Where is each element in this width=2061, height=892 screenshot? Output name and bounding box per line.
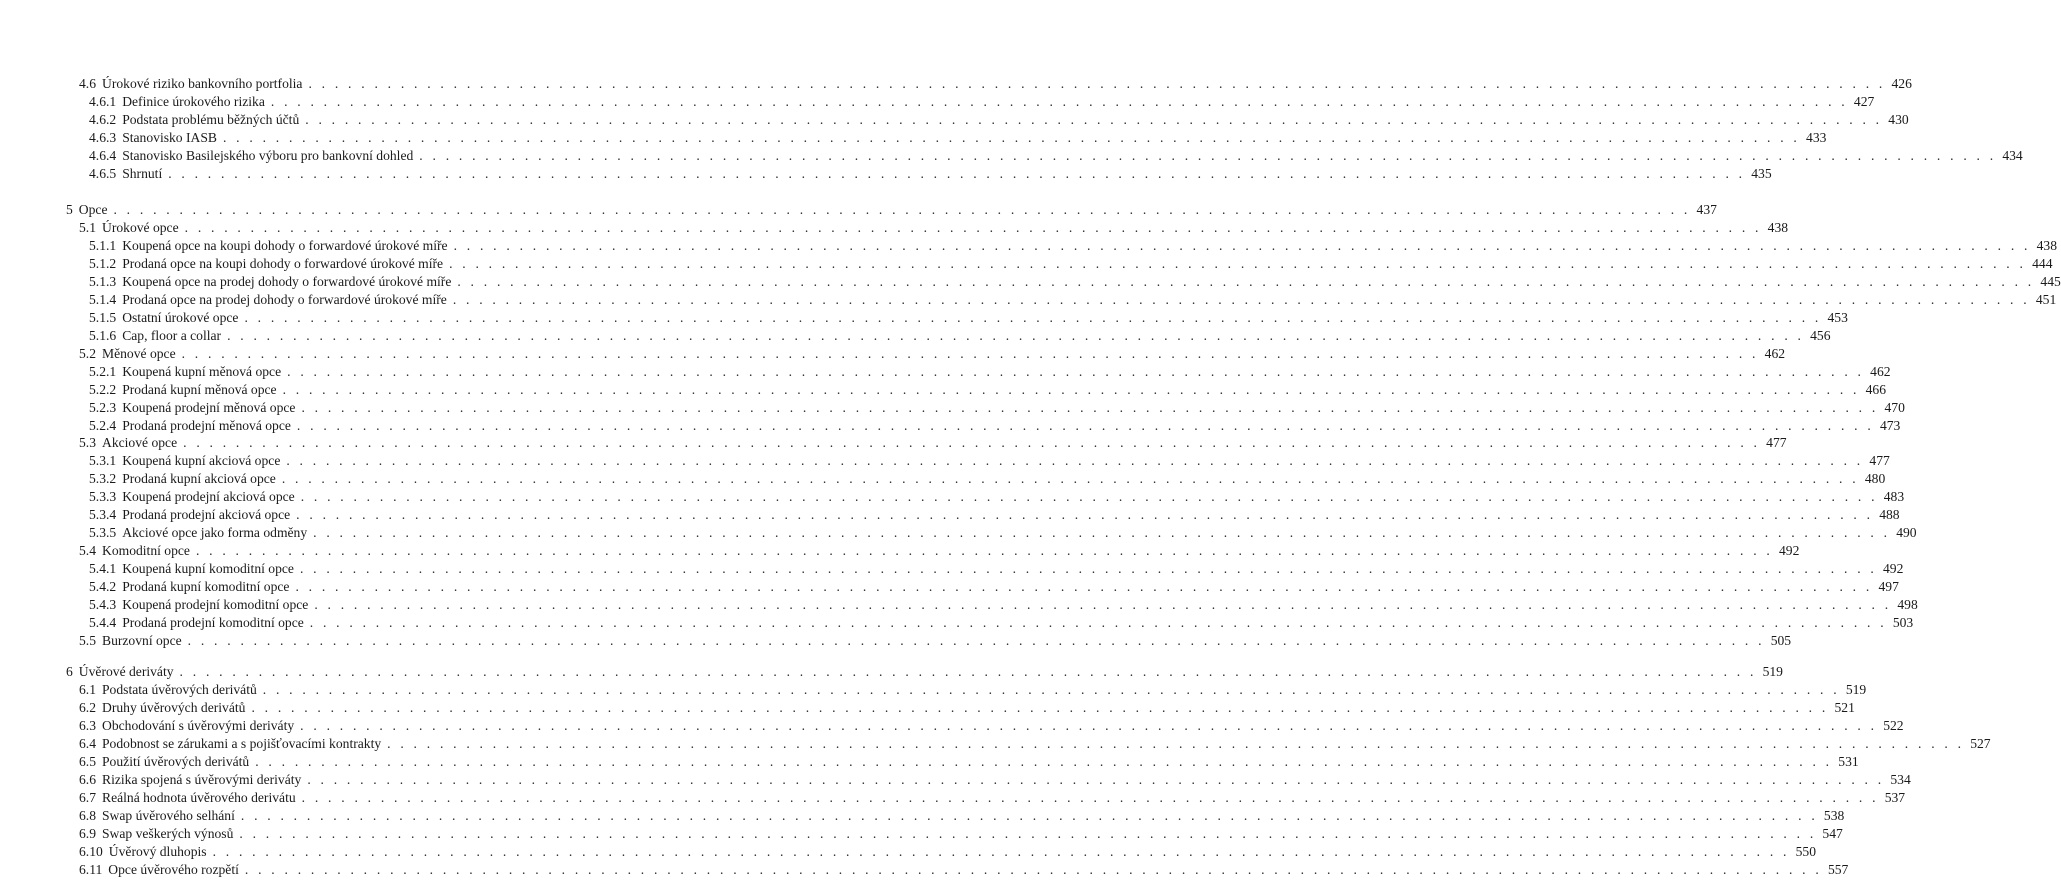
toc-entry-page: 547 xyxy=(1822,826,1843,841)
toc-dot-leader: . . . . . . . . . . . . . . . . . . . . . . . . . . . . . . . . . . . . . . . . . . . . . . . . . . . . . . . . . . . . . . . . . . . . . . . . . . . . . . . . . . . . . . . . . . . . . . . . . . . . . . . . . . . . . . . . . . . . . . . . xyxy=(168,166,1746,181)
toc-entry-number: 4.6.2 xyxy=(89,112,117,127)
toc-entry-title: Stanovisko Basilejského výboru pro bankovní dohled xyxy=(122,148,414,163)
toc-entry-number: 5.3.1 xyxy=(89,453,117,468)
toc-entry-title: Koupená kupní komoditní opce xyxy=(122,561,294,576)
toc-dot-leader: . . . . . . . . . . . . . . . . . . . . . . . . . . . . . . . . . . . . . . . . . . . . . . . . . . . . . . . . . . . . . . . . . . . . . . . . . . . . . . . . . . . . . . . . . . . . . . . . . . . . . . . . . . . . . . . . . . . . . . . . xyxy=(300,718,1878,733)
toc-entry-page: 527 xyxy=(1970,736,1991,751)
toc-entry-page: 488 xyxy=(1879,507,1900,522)
toc-entry xyxy=(89,560,1904,578)
toc-dot-leader: . . . . . . . . . . . . . . . . . . . . . . . . . . . . . . . . . . . . . . . . . . . . . . . . . . . . . . . . . . . . . . . . . . . . . . . . . . . . . . . . . . . . . . . . . . . . . . . . . . . . . . . . . . . . . . . . . . . . . . . . xyxy=(299,561,1877,576)
toc-entry-number: 6.9 xyxy=(79,826,96,841)
toc-entry xyxy=(79,771,1911,789)
toc-entry-number: 6.10 xyxy=(79,844,103,859)
toc-entry xyxy=(79,345,1786,363)
toc-entry-title: Opce xyxy=(78,202,108,217)
toc-entry-number: 5.3.2 xyxy=(89,471,117,486)
toc-entry-page: 435 xyxy=(1751,166,1772,181)
toc-entry-title: Prodaná kupní komoditní opce xyxy=(122,579,290,594)
toc-entry-title: Ostatní úrokové opce xyxy=(122,310,239,325)
toc-entry-title: Prodaná prodejní komoditní opce xyxy=(122,615,304,630)
toc-entry-page: 444 xyxy=(2032,256,2053,271)
toc-entry-title: Úrokové riziko bankovního portfolia xyxy=(102,76,303,91)
toc-dot-leader: . . . . . . . . . . . . . . . . . . . . . . . . . . . . . . . . . . . . . . . . . . . . . . . . . . . . . . . . . . . . . . . . . . . . . . . . . . . . . . . . . . . . . . . . . . . . . . . . . . . . . . . . . . . . . . . . . . . . . . . . xyxy=(296,418,1874,433)
toc-entry xyxy=(89,255,2053,273)
toc-entry-title: Koupená kupní akciová opce xyxy=(122,453,281,468)
toc-entry-title: Koupená kupní měnová opce xyxy=(122,364,282,379)
toc-entry-number: 4.6.3 xyxy=(89,130,117,145)
toc-entry-page: 492 xyxy=(1883,561,1904,576)
toc-entry-title: Použití úvěrových derivátů xyxy=(102,754,250,769)
toc-entry xyxy=(79,434,1787,452)
toc-entry-page: 426 xyxy=(1891,76,1912,91)
toc-entry-title: Koupená prodejní měnová opce xyxy=(122,400,296,415)
toc-entry-number: 5.3 xyxy=(79,435,96,450)
toc-entry-number: 6.3 xyxy=(79,718,96,733)
toc-entry-number: 5.3.5 xyxy=(89,525,117,540)
toc-entry-page: 438 xyxy=(1767,220,1789,235)
toc-entry-page: 433 xyxy=(1806,130,1827,145)
toc-dot-leader: . . . . . . . . . . . . . . . . . . . . . . . . . . . . . . . . . . . . . . . . . . . . . . . . . . . . . . . . . . . . . . . . . . . . . . . . . . . . . . . . . . . . . . . . . . . . . . . . . . . . . . . . . . . . . . . . . . . . . . . . xyxy=(309,615,1887,630)
toc-dot-leader: . . . . . . . . . . . . . . . . . . . . . . . . . . . . . . . . . . . . . . . . . . . . . . . . . . . . . . . . . . . . . . . . . . . . . . . . . . . . . . . . . . . . . . . . . . . . . . . . . . . . . . . . . . . . . . . . . . . . . . . . xyxy=(240,808,1818,823)
toc-entry-page: 462 xyxy=(1764,346,1786,361)
toc-dot-leader: . . . . . . . . . . . . . . . . . . . . . . . . . . . . . . . . . . . . . . . . . . . . . . . . . . . . . . . . . . . . . . . . . . . . . . . . . . . . . . . . . . . . . . . . . . . . . . . . . . . . . . . . . . . . . . . . . . . . . . . . xyxy=(387,736,1965,751)
toc-entry-title: Podobnost se zárukami a s pojišťovacími kontrakty xyxy=(102,736,382,751)
toc-entry-page: 477 xyxy=(1869,453,1890,468)
toc-entry xyxy=(89,399,1905,417)
toc-entry xyxy=(89,506,1900,524)
toc-entry-page: 483 xyxy=(1883,489,1905,504)
toc-entry xyxy=(89,93,1875,111)
toc-entry xyxy=(89,381,1887,399)
toc-entry-number: 5.4.4 xyxy=(89,615,117,630)
toc-entry xyxy=(89,165,1772,183)
toc-entry-title: Podstata problému běžných účtů xyxy=(122,112,300,127)
toc-dot-leader: . . . . . . . . . . . . . . . . . . . . . . . . . . . . . . . . . . . . . . . . . . . . . . . . . . . . . . . . . . . . . . . . . . . . . . . . . . . . . . . . . . . . . . . . . . . . . . . . . . . . . . . . . . . . . . . . . . . . . . . . xyxy=(183,435,1761,450)
toc-entry-number: 6 xyxy=(66,664,73,679)
toc-entry-title: Úvěrový dluhopis xyxy=(108,844,207,859)
toc-dot-leader: . . . . . . . . . . . . . . . . . . . . . . . . . . . . . . . . . . . . . . . . . . . . . . . . . . . . . . . . . . . . . . . . . . . . . . . . . . . . . . . . . . . . . . . . . . . . . . . . . . . . . . . . . . . . . . . . . . . . . . . . xyxy=(251,700,1829,715)
toc-entry-page: 521 xyxy=(1834,700,1855,715)
toc-dot-leader: . . . . . . . . . . . . . . . . . . . . . . . . . . . . . . . . . . . . . . . . . . . . . . . . . . . . . . . . . . . . . . . . . . . . . . . . . . . . . . . . . . . . . . . . . . . . . . . . . . . . . . . . . . . . . . . . . . . . . . . . xyxy=(244,310,1822,325)
toc-entry xyxy=(89,470,1886,488)
toc-dot-leader: . . . . . . . . . . . . . . . . . . . . . . . . . . . . . . . . . . . . . . . . . . . . . . . . . . . . . . . . . . . . . . . . . . . . . . . . . . . . . . . . . . . . . . . . . . . . . . . . . . . . . . . . . . . . . . . . . . . . . . . . xyxy=(184,220,1762,235)
toc-entry-number: 5.4 xyxy=(79,543,96,558)
toc-entry-page: 503 xyxy=(1892,615,1914,630)
toc-entry-title: Swap veškerých výnosů xyxy=(102,826,234,841)
toc-dot-leader: . . . . . . . . . . . . . . . . . . . . . . . . . . . . . . . . . . . . . . . . . . . . . . . . . . . . . . . . . . . . . . . . . . . . . . . . . . . . . . . . . . . . . . . . . . . . . . . . . . . . . . . . . . . . . . . . . . . . . . . . xyxy=(419,148,1997,163)
toc-dot-leader: . . . . . . . . . . . . . . . . . . . . . . . . . . . . . . . . . . . . . . . . . . . . . . . . . . . . . . . . . . . . . . . . . . . . . . . . . . . . . . . . . . . . . . . . . . . . . . . . . . . . . . . . . . . . . . . . . . . . . . . . xyxy=(212,844,1790,859)
toc-entry-page: 498 xyxy=(1897,597,1918,612)
toc-entry-page: 505 xyxy=(1770,633,1792,648)
toc-dot-leader: . . . . . . . . . . . . . . . . . . . . . . . . . . . . . . . . . . . . . . . . . . . . . . . . . . . . . . . . . . . . . . . . . . . . . . . . . . . . . . . . . . . . . . . . . . . . . . . . . . . . . . . . . . . . . . . . . . . . . . . . xyxy=(301,790,1879,805)
toc-entry xyxy=(89,129,1827,147)
toc-entry-page: 466 xyxy=(1865,382,1887,397)
toc-entry xyxy=(89,237,2058,255)
toc-entry-page: 470 xyxy=(1884,400,1905,415)
toc-dot-leader: . . . . . . . . . . . . . . . . . . . . . . . . . . . . . . . . . . . . . . . . . . . . . . . . . . . . . . . . . . . . . . . . . . . . . . . . . . . . . . . . . . . . . . . . . . . . . . . . . . . . . . . . . . . . . . . . . . . . . . . . xyxy=(179,664,1757,679)
toc-entry-title: Prodaná prodejní akciová opce xyxy=(122,507,291,522)
toc-entry-title: Swap úvěrového selhání xyxy=(102,808,235,823)
toc-dot-leader: . . . . . . . . . . . . . . . . . . . . . . . . . . . . . . . . . . . . . . . . . . . . . . . . . . . . . . . . . . . . . . . . . . . . . . . . . . . . . . . . . . . . . . . . . . . . . . . . . . . . . . . . . . . . . . . . . . . . . . . . xyxy=(295,579,1873,594)
toc-entry-title: Shrnutí xyxy=(122,166,163,181)
toc-entry xyxy=(89,596,1918,614)
toc-entry xyxy=(66,663,1783,681)
toc-entry xyxy=(89,147,2023,165)
toc-dot-leader: . . . . . . . . . . . . . . . . . . . . . . . . . . . . . . . . . . . . . . . . . . . . . . . . . . . . . . . . . . . . . . . . . . . . . . . . . . . . . . . . . . . . . . . . . . . . . . . . . . . . . . . . . . . . . . . . . . . . . . . . xyxy=(239,826,1817,841)
toc-entry-number: 5.2.1 xyxy=(89,364,117,379)
toc-entry xyxy=(79,825,1843,843)
toc-entry-number: 4.6.1 xyxy=(89,94,117,109)
toc-entry-title: Koupená prodejní akciová opce xyxy=(122,489,295,504)
toc-dot-leader: . . . . . . . . . . . . . . . . . . . . . . . . . . . . . . . . . . . . . . . . . . . . . . . . . . . . . . . . . . . . . . . . . . . . . . . . . . . . . . . . . . . . . . . . . . . . . . . . . . . . . . . . . . . . . . . . . . . . . . . . xyxy=(244,862,1822,877)
toc-dot-leader: . . . . . . . . . . . . . . . . . . . . . . . . . . . . . . . . . . . . . . . . . . . . . . . . . . . . . . . . . . . . . . . . . . . . . . . . . . . . . . . . . . . . . . . . . . . . . . . . . . . . . . . . . . . . . . . . . . . . . . . . xyxy=(287,364,1865,379)
toc-dot-leader: . . . . . . . . . . . . . . . . . . . . . . . . . . . . . . . . . . . . . . . . . . . . . . . . . . . . . . . . . . . . . . . . . . . . . . . . . . . . . . . . . . . . . . . . . . . . . . . . . . . . . . . . . . . . . . . . . . . . . . . . xyxy=(457,274,2035,289)
toc-entry-title: Opce úvěrového rozpětí xyxy=(108,862,239,877)
toc-entry xyxy=(79,843,1817,861)
toc-entry-number: 5.2.3 xyxy=(89,400,117,415)
toc-entry-page: 534 xyxy=(1890,772,1911,787)
toc-entry-title: Cap, floor a collar xyxy=(122,328,222,343)
toc-dot-leader: . . . . . . . . . . . . . . . . . . . . . . . . . . . . . . . . . . . . . . . . . . . . . . . . . . . . . . . . . . . . . . . . . . . . . . . . . . . . . . . . . . . . . . . . . . . . . . . . . . . . . . . . . . . . . . . . . . . . . . . . xyxy=(308,76,1886,91)
toc-entry xyxy=(79,789,1906,807)
toc-entry-page: 538 xyxy=(1823,808,1845,823)
toc-entry-title: Reálná hodnota úvěrového derivátu xyxy=(102,790,296,805)
toc-entry-page: 477 xyxy=(1766,435,1787,450)
toc-entry-number: 6.6 xyxy=(79,772,96,787)
toc-entry-number: 5.1.5 xyxy=(89,310,117,325)
toc-dot-leader: . . . . . . . . . . . . . . . . . . . . . . . . . . . . . . . . . . . . . . . . . . . . . . . . . . . . . . . . . . . . . . . . . . . . . . . . . . . . . . . . . . . . . . . . . . . . . . . . . . . . . . . . . . . . . . . . . . . . . . . . xyxy=(195,543,1773,558)
toc-entry-title: Akciové opce xyxy=(102,435,178,450)
toc-entry-title: Rizika spojená s úvěrovými deriváty xyxy=(102,772,302,787)
toc-entry xyxy=(89,578,1899,596)
toc-entry-page: 456 xyxy=(1810,328,1831,343)
toc-entry-number: 6.2 xyxy=(79,700,96,715)
toc-dot-leader: . . . . . . . . . . . . . . . . . . . . . . . . . . . . . . . . . . . . . . . . . . . . . . . . . . . . . . . . . . . . . . . . . . . . . . . . . . . . . . . . . . . . . . . . . . . . . . . . . . . . . . . . . . . . . . . . . . . . . . . . xyxy=(300,489,1878,504)
toc-entry-title: Komoditní opce xyxy=(102,543,190,558)
toc-entry xyxy=(79,542,1800,560)
toc-entry-page: 537 xyxy=(1884,790,1906,805)
toc-entry-title: Podstata úvěrových derivátů xyxy=(102,682,257,697)
toc-entry-title: Úrokové opce xyxy=(102,220,179,235)
toc-entry-number: 5.1.1 xyxy=(89,238,117,253)
toc-entry-number: 6.5 xyxy=(79,754,96,769)
toc-entry-number: 5.1.3 xyxy=(89,274,117,289)
toc-entry-page: 490 xyxy=(1896,525,1917,540)
toc-entry-number: 6.4 xyxy=(79,736,96,751)
toc-entry-page: 550 xyxy=(1795,844,1817,859)
toc-dot-leader: . . . . . . . . . . . . . . . . . . . . . . . . . . . . . . . . . . . . . . . . . . . . . . . . . . . . . . . . . . . . . . . . . . . . . . . . . . . . . . . . . . . . . . . . . . . . . . . . . . . . . . . . . . . . . . . . . . . . . . . . xyxy=(282,382,1860,397)
toc-entry xyxy=(79,861,1849,879)
toc-entry xyxy=(79,699,1855,717)
toc-entry-page: 519 xyxy=(1762,664,1783,679)
toc-entry xyxy=(89,111,1909,129)
toc-dot-leader: . . . . . . . . . . . . . . . . . . . . . . . . . . . . . . . . . . . . . . . . . . . . . . . . . . . . . . . . . . . . . . . . . . . . . . . . . . . . . . . . . . . . . . . . . . . . . . . . . . . . . . . . . . . . . . . . . . . . . . . . xyxy=(307,772,1885,787)
toc-entry-page: 462 xyxy=(1870,364,1891,379)
toc-entry-title: Úvěrové deriváty xyxy=(78,664,174,679)
toc-entry xyxy=(66,201,1717,219)
toc-entry xyxy=(79,807,1845,825)
toc-entry-title: Prodaná kupní akciová opce xyxy=(122,471,276,486)
toc-entry-page: 453 xyxy=(1827,310,1848,325)
toc-entry-page: 451 xyxy=(2035,292,2057,307)
toc-dot-leader: . . . . . . . . . . . . . . . . . . . . . . . . . . . . . . . . . . . . . . . . . . . . . . . . . . . . . . . . . . . . . . . . . . . . . . . . . . . . . . . . . . . . . . . . . . . . . . . . . . . . . . . . . . . . . . . . . . . . . . . . xyxy=(296,507,1874,522)
toc-entry-title: Druhy úvěrových derivátů xyxy=(102,700,246,715)
toc-entry xyxy=(89,614,1914,632)
toc-entry xyxy=(89,452,1890,470)
toc-entry xyxy=(79,753,1859,771)
toc-entry-number: 6.7 xyxy=(79,790,96,805)
toc-entry-number: 5.1.4 xyxy=(89,292,117,307)
toc-dot-leader: . . . . . . . . . . . . . . . . . . . . . . . . . . . . . . . . . . . . . . . . . . . . . . . . . . . . . . . . . . . . . . . . . . . . . . . . . . . . . . . . . . . . . . . . . . . . . . . . . . . . . . . . . . . . . . . . . . . . . . . . xyxy=(187,633,1765,648)
toc-entry-page: 434 xyxy=(2002,148,2023,163)
toc-dot-leader: . . . . . . . . . . . . . . . . . . . . . . . . . . . . . . . . . . . . . . . . . . . . . . . . . . . . . . . . . . . . . . . . . . . . . . . . . . . . . . . . . . . . . . . . . . . . . . . . . . . . . . . . . . . . . . . . . . . . . . . . xyxy=(453,238,2031,253)
toc-entry-number: 5.5 xyxy=(79,633,96,648)
toc-dot-leader: . . . . . . . . . . . . . . . . . . . . . . . . . . . . . . . . . . . . . . . . . . . . . . . . . . . . . . . . . . . . . . . . . . . . . . . . . . . . . . . . . . . . . . . . . . . . . . . . . . . . . . . . . . . . . . . . . . . . . . . . xyxy=(314,597,1892,612)
toc-entry-number: 5.4.1 xyxy=(89,561,117,576)
toc-entry-title: Obchodování s úvěrovými deriváty xyxy=(102,718,295,733)
toc-dot-leader: . . . . . . . . . . . . . . . . . . . . . . . . . . . . . . . . . . . . . . . . . . . . . . . . . . . . . . . . . . . . . . . . . . . . . . . . . . . . . . . . . . . . . . . . . . . . . . . . . . . . . . . . . . . . . . . . . . . . . . . . xyxy=(313,525,1891,540)
toc-dot-leader: . . . . . . . . . . . . . . . . . . . . . . . . . . . . . . . . . . . . . . . . . . . . . . . . . . . . . . . . . . . . . . . . . . . . . . . . . . . . . . . . . . . . . . . . . . . . . . . . . . . . . . . . . . . . . . . . . . . . . . . . xyxy=(281,471,1859,486)
toc-entry-page: 531 xyxy=(1838,754,1859,769)
toc-entry-number: 5.3.3 xyxy=(89,489,117,504)
toc-entry-page: 473 xyxy=(1879,418,1901,433)
toc-entry-number: 4.6.5 xyxy=(89,166,117,181)
toc-entry xyxy=(79,735,1991,753)
toc-entry xyxy=(89,291,2057,309)
toc-entry-page: 480 xyxy=(1864,471,1886,486)
toc-entry-number: 6.8 xyxy=(79,808,96,823)
toc-entry xyxy=(79,219,1789,237)
toc-dot-leader: . . . . . . . . . . . . . . . . . . . . . . . . . . . . . . . . . . . . . . . . . . . . . . . . . . . . . . . . . . . . . . . . . . . . . . . . . . . . . . . . . . . . . . . . . . . . . . . . . . . . . . . . . . . . . . . . . . . . . . . . xyxy=(255,754,1833,769)
toc-entry-page: 430 xyxy=(1888,112,1909,127)
toc-dot-leader: . . . . . . . . . . . . . . . . . . . . . . . . . . . . . . . . . . . . . . . . . . . . . . . . . . . . . . . . . . . . . . . . . . . . . . . . . . . . . . . . . . . . . . . . . . . . . . . . . . . . . . . . . . . . . . . . . . . . . . . . xyxy=(305,112,1883,127)
toc-entry xyxy=(79,632,1792,650)
toc-entry-number: 4.6 xyxy=(79,76,96,91)
toc-entry-page: 492 xyxy=(1779,543,1800,558)
toc-entry xyxy=(79,681,1867,699)
toc-entry-title: Prodaná opce na prodej dohody o forwardové úrokové míře xyxy=(122,292,447,307)
toc-entry-title: Stanovisko IASB xyxy=(122,130,217,145)
toc-entry xyxy=(89,417,1901,435)
toc-entry-page: 497 xyxy=(1878,579,1899,594)
toc-entry-number: 5.2.4 xyxy=(89,418,117,433)
toc-entry-title: Koupená opce na koupi dohody o forwardové úrokové míře xyxy=(122,238,448,253)
toc-entry-number: 5.1.2 xyxy=(89,256,117,271)
toc-dot-leader: . . . . . . . . . . . . . . . . . . . . . . . . . . . . . . . . . . . . . . . . . . . . . . . . . . . . . . . . . . . . . . . . . . . . . . . . . . . . . . . . . . . . . . . . . . . . . . . . . . . . . . . . . . . . . . . . . . . . . . . . xyxy=(286,453,1864,468)
toc-entry xyxy=(89,524,1917,542)
toc-entry-title: Koupená prodejní komoditní opce xyxy=(122,597,309,612)
toc-entry-number: 5.1.6 xyxy=(89,328,117,343)
toc-entry-number: 4.6.4 xyxy=(89,148,117,163)
toc-entry xyxy=(89,363,1891,381)
toc-dot-leader: . . . . . . . . . . . . . . . . . . . . . . . . . . . . . . . . . . . . . . . . . . . . . . . . . . . . . . . . . . . . . . . . . . . . . . . . . . . . . . . . . . . . . . . . . . . . . . . . . . . . . . . . . . . . . . . . . . . . . . . . xyxy=(449,256,2027,271)
toc-entry-number: 5.4.2 xyxy=(89,579,117,594)
toc-entry-number: 5.2.2 xyxy=(89,382,117,397)
toc-entry-page: 438 xyxy=(2036,238,2058,253)
toc-entry-title: Burzovní opce xyxy=(102,633,182,648)
toc-entry xyxy=(89,488,1905,506)
toc-entry-title: Akciové opce jako forma odměny xyxy=(122,525,308,540)
toc-dot-leader: . . . . . . . . . . . . . . . . . . . . . . . . . . . . . . . . . . . . . . . . . . . . . . . . . . . . . . . . . . . . . . . . . . . . . . . . . . . . . . . . . . . . . . . . . . . . . . . . . . . . . . . . . . . . . . . . . . . . . . . . xyxy=(270,94,1848,109)
toc-entry-number: 5 xyxy=(66,202,73,217)
toc-entry-title: Prodaná prodejní měnová opce xyxy=(122,418,291,433)
toc-entry xyxy=(89,327,1831,345)
toc-entry-title: Prodaná opce na koupi dohody o forwardové úrokové míře xyxy=(122,256,444,271)
toc-entry-title: Koupená opce na prodej dohody o forwardové úrokové míře xyxy=(122,274,452,289)
toc-entry-page: 445 xyxy=(2040,274,2061,289)
toc-dot-leader: . . . . . . . . . . . . . . . . . . . . . . . . . . . . . . . . . . . . . . . . . . . . . . . . . . . . . . . . . . . . . . . . . . . . . . . . . . . . . . . . . . . . . . . . . . . . . . . . . . . . . . . . . . . . . . . . . . . . . . . . xyxy=(181,346,1759,361)
toc-entry-page: 427 xyxy=(1853,94,1875,109)
toc-dot-leader: . . . . . . . . . . . . . . . . . . . . . . . . . . . . . . . . . . . . . . . . . . . . . . . . . . . . . . . . . . . . . . . . . . . . . . . . . . . . . . . . . . . . . . . . . . . . . . . . . . . . . . . . . . . . . . . . . . . . . . . . xyxy=(452,292,2030,307)
toc-dot-leader: . . . . . . . . . . . . . . . . . . . . . . . . . . . . . . . . . . . . . . . . . . . . . . . . . . . . . . . . . . . . . . . . . . . . . . . . . . . . . . . . . . . . . . . . . . . . . . . . . . . . . . . . . . . . . . . . . . . . . . . . xyxy=(301,400,1879,415)
toc-entry-number: 5.2 xyxy=(79,346,96,361)
toc-dot-leader: . . . . . . . . . . . . . . . . . . . . . . . . . . . . . . . . . . . . . . . . . . . . . . . . . . . . . . . . . . . . . . . . . . . . . . . . . . . . . . . . . . . . . . . . . . . . . . . . . . . . . . . . . . . . . . . . . . . . . . . . xyxy=(222,130,1801,145)
toc-entry-page: 437 xyxy=(1696,202,1717,217)
toc-entry xyxy=(89,309,1848,327)
toc-entry-title: Definice úrokového rizika xyxy=(122,94,265,109)
toc-entry-title: Prodaná kupní měnová opce xyxy=(122,382,277,397)
toc-entry-title: Měnové opce xyxy=(102,346,176,361)
toc-dot-leader: . . . . . . . . . . . . . . . . . . . . . . . . . . . . . . . . . . . . . . . . . . . . . . . . . . . . . . . . . . . . . . . . . . . . . . . . . . . . . . . . . . . . . . . . . . . . . . . . . . . . . . . . . . . . . . . . . . . . . . . . xyxy=(227,328,1805,343)
toc-entry xyxy=(79,75,1912,93)
toc-entry xyxy=(79,717,1904,735)
toc-entry-number: 5.1 xyxy=(79,220,96,235)
toc-dot-leader: . . . . . . . . . . . . . . . . . . . . . . . . . . . . . . . . . . . . . . . . . . . . . . . . . . . . . . . . . . . . . . . . . . . . . . . . . . . . . . . . . . . . . . . . . . . . . . . . . . . . . . . . . . . . . . . . . . . . . . . . xyxy=(113,202,1691,217)
toc-dot-leader: . . . . . . . . . . . . . . . . . . . . . . . . . . . . . . . . . . . . . . . . . . . . . . . . . . . . . . . . . . . . . . . . . . . . . . . . . . . . . . . . . . . . . . . . . . . . . . . . . . . . . . . . . . . . . . . . . . . . . . . . xyxy=(262,682,1840,697)
toc-entry-page: 557 xyxy=(1827,862,1849,877)
toc-entry-number: 6.11 xyxy=(79,862,103,877)
toc-entry-number: 5.4.3 xyxy=(89,597,117,612)
toc-entry-number: 6.1 xyxy=(79,682,96,697)
toc-entry-page: 519 xyxy=(1845,682,1867,697)
toc-entry-page: 522 xyxy=(1883,718,1904,733)
toc-entry-number: 5.3.4 xyxy=(89,507,117,522)
toc-entry xyxy=(89,273,2061,291)
